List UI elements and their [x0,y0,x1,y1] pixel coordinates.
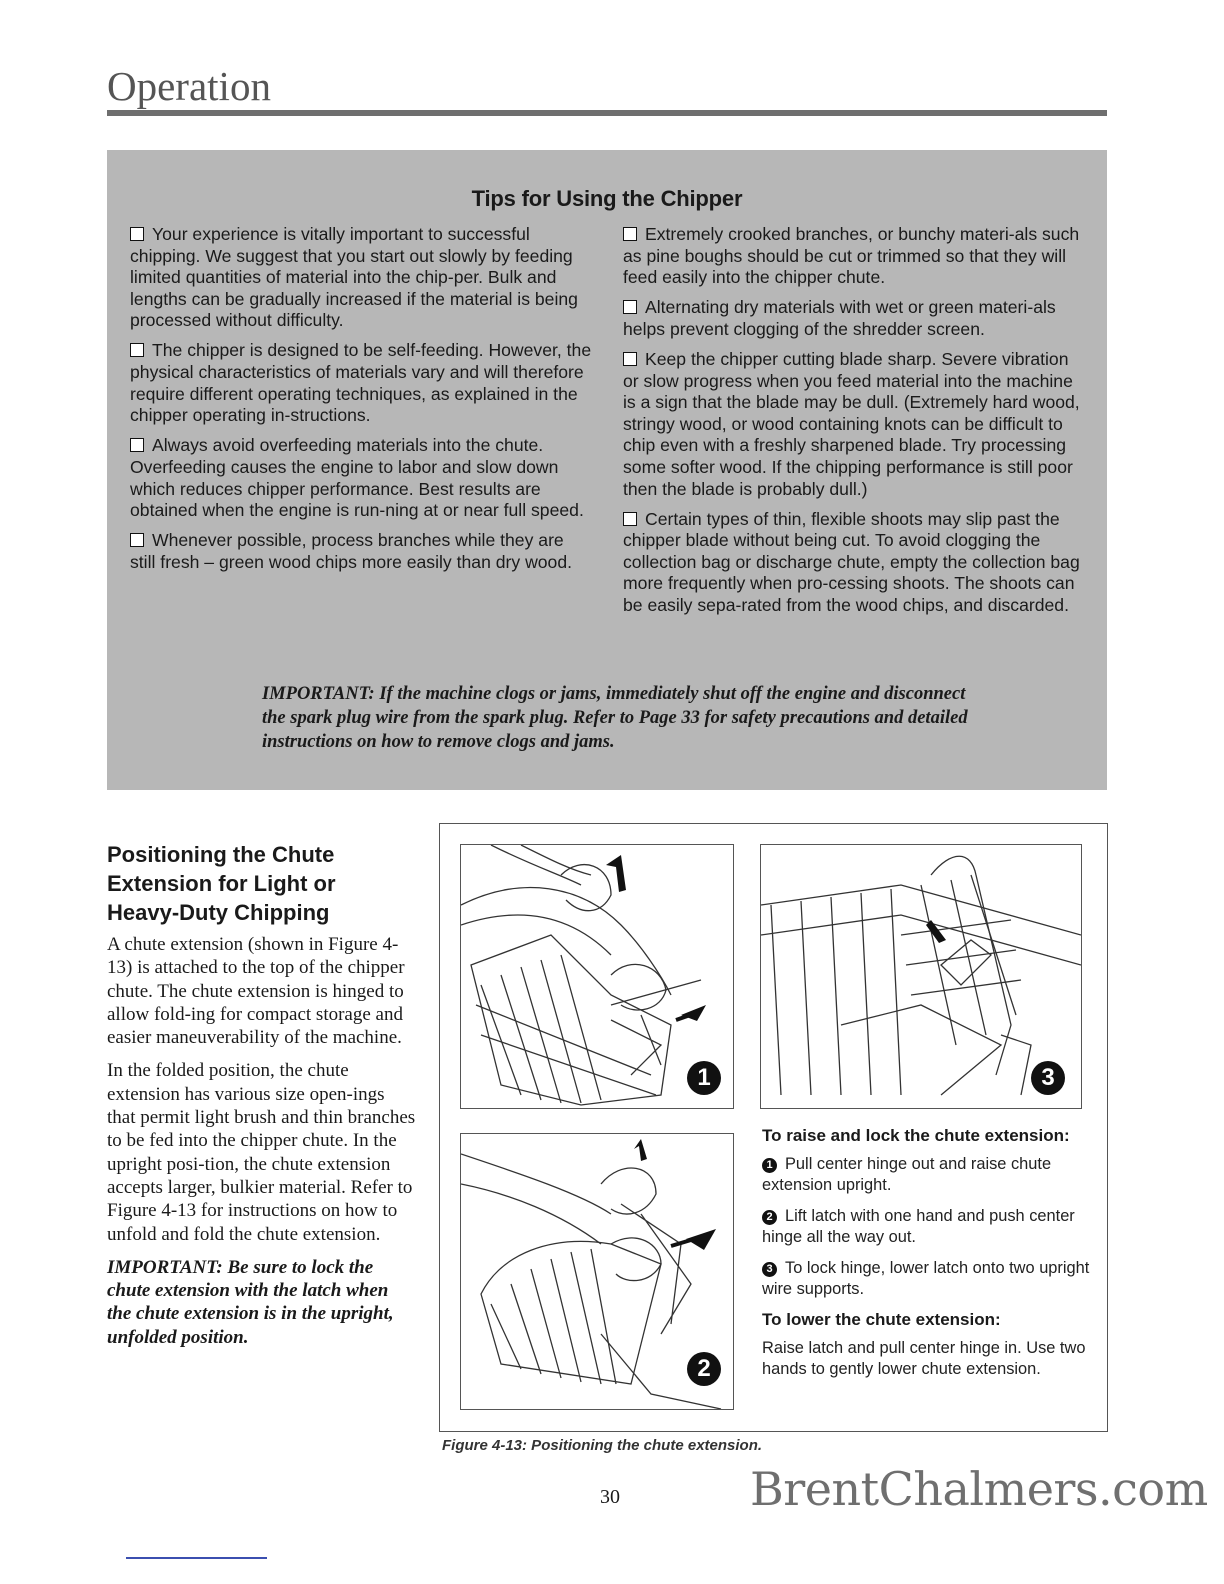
checkbox-icon [130,533,144,547]
checkbox-icon [130,438,144,452]
body-paragraph: In the folded position, the chute extension has various size open-ings that permit light brush and thin branches to be fed into the chipper chute. In the upright posi-tion, the chute extension accepts larger, bulkier material. Refer to Figure 4-13 for instructions on how to unfold and fold the chute extension. [107,1060,416,1245]
tip-item: Your experience is vitally important to successful chipping. We suggest that you start out slowly by feeding limited quantities of material into the chip-per. Bulk and lengths can be gradually increased if the material is being processed without difficulty. [130,224,578,331]
illustration-step-2 [460,1133,734,1410]
illustration-step-1 [460,844,734,1109]
tip-item: The chipper is designed to be self-feeding. However, the physical characteristics of materials vary and will therefore require different operating techniques, as explained in the chipper operating in-structions. [130,340,592,426]
checkbox-icon [623,227,637,241]
page-heading: Operation [107,63,271,109]
tips-title: Tips for Using the Chipper [471,186,743,211]
section-body [107,933,417,1359]
checkbox-icon [130,343,144,357]
step-number: 3 [762,1262,777,1277]
step-badge-2: 2 [687,1352,721,1386]
instruction-step: 1 Pull center hinge out and raise chute extension upright. [762,1155,1052,1194]
figure-caption: Figure 4-13: Positioning the chute extension. [442,1437,763,1454]
tips-right-column [623,224,1088,625]
watermark: BrentChalmers.com [750,1462,1208,1516]
page-number: 30 [600,1486,620,1508]
checkbox-icon [130,227,144,241]
tip-item: Certain types of thin, flexible shoots may slip past the chipper blade without being cut. To avoid clogging the collection bag or discharge chute, empty the collection bag more frequently when pro-cessing shoots. The shoots can be easily sepa-rated from the wood chips, and discarded. [623,508,1080,615]
heading-rule [107,110,1107,116]
step-number: 1 [762,1158,777,1173]
instruction-step: 3 To lock hinge, lower latch onto two upright wire supports. [762,1259,1090,1298]
tip-item: Extremely crooked branches, or bunchy materi-als such as pine boughs should be cut or trimmed so that they will feed easily into the chipper chute. [623,224,1080,288]
section-important-note: IMPORTANT: Be sure to lock the chute extension with the latch when the chute extension is in the upright, unfolded position. [107,1256,394,1348]
body-paragraph: A chute extension (shown in Figure 4-13) is attached to the top of the chipper chute. The chute extension is hinged to allow fold-ing for compact storage and easier maneuverability of the machine. [107,934,405,1049]
checkbox-icon [623,512,637,526]
figure-4-13 [439,823,1108,1432]
step-badge-3: 3 [1031,1061,1065,1095]
lower-title: To lower the chute extension: [762,1310,1001,1329]
step-number: 2 [762,1210,777,1225]
tip-item: Always avoid overfeeding materials into the chute. Overfeeding causes the engine to labor and slow down which reduces chipper performance. Best results are obtained when the engine is run-ning at or near full speed. [130,435,584,521]
lower-instructions: Raise latch and pull center hinge in. Use two hands to gently lower chute extension. [762,1339,1086,1378]
section-title: Positioning the Chute Extension for Light or Heavy-Duty Chipping [107,842,336,925]
illustration-step-3 [760,844,1082,1109]
figure-instructions [762,1126,1092,1390]
tips-panel [107,150,1107,790]
step-badge-1: 1 [687,1061,721,1095]
instruction-step: 2 Lift latch with one hand and push center hinge all the way out. [762,1207,1075,1246]
checkbox-icon [623,300,637,314]
tips-left-column [130,224,592,582]
tip-item: Keep the chipper cutting blade sharp. Severe vibration or slow progress when you feed material into the machine is a sign that the blade may be dull. (Extremely hard wood, stringy wood, or wood containing knots can be difficult to chip even with a freshly sharpened blade. Try processing some softer wood. If the chipping performance is still poor then the blade is probably dull.) [623,348,1080,499]
tip-item: Whenever possible, process branches while they are still fresh – green wood chips more easily than dry wood. [130,530,573,572]
raise-title: To raise and lock the chute extension: [762,1126,1070,1145]
checkbox-icon [623,352,637,366]
tip-item: Alternating dry materials with wet or green materi-als helps prevent clogging of the shredder screen. [623,297,1056,339]
tips-important-note: IMPORTANT: If the machine clogs or jams, immediately shut off the engine and disconnect the spark plug wire from the spark plug. Refer to Page 33 for safety precautions and detailed instructions on how to remove clogs and jams. [262,684,968,752]
footer-line [126,1557,267,1559]
